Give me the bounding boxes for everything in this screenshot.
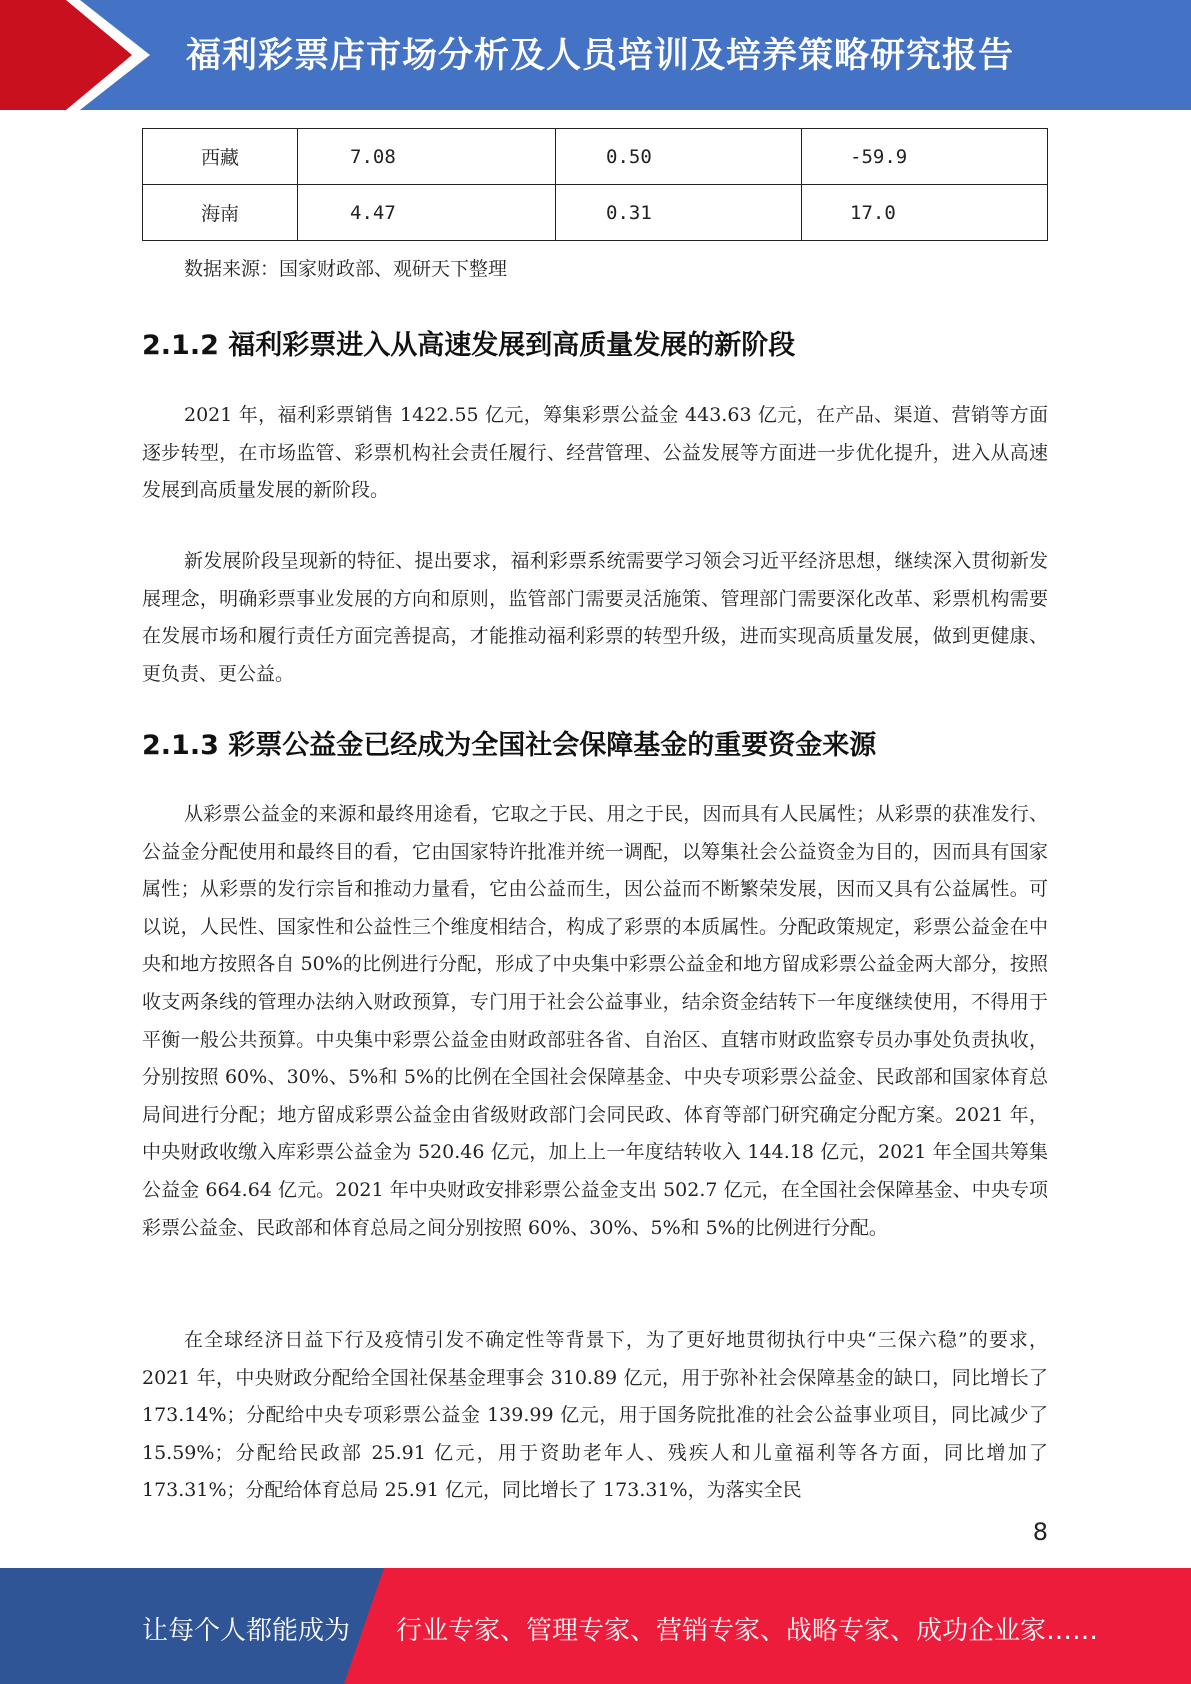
table-cell: 17.0 (802, 185, 1048, 241)
table-row (143, 129, 1048, 185)
paragraph: 2021 年，福利彩票销售 1422.55 亿元，筹集彩票公益金 443.63 亿元，在产品、渠道、营销等方面逐步转型，在市场监管、彩票机构社会责任履行、经营管理、公益发展等方面进一步优化提升，进入从高速发展到高质量发展的新阶段。 (142, 404, 1048, 502)
table-cell: 西藏 (143, 129, 298, 185)
data-source-note: 数据来源：国家财政部、观研天下整理 (184, 258, 508, 280)
page-number: 8 (1032, 1518, 1048, 1546)
paragraph: 新发展阶段呈现新的特征、提出要求，福利彩票系统需要学习领会习近平经济思想，继续深入贯彻新发展理念，明确彩票事业发展的方向和原则，监管部门需要灵活施策、管理部门需要深化改革、彩票机构需要在发展市场和履行责任方面完善提高，才能推动福利彩票的转型升级，进而实现高质量发展，做到更健康、更负责、更公益。 (142, 550, 1048, 685)
footer-slogan-right: 行业专家、管理专家、营销专家、战略专家、成功企业家…… (396, 1616, 1099, 1646)
header-arrow-logo (0, 0, 150, 110)
table-cell: -59.9 (802, 129, 1048, 185)
table-cell: 0.50 (556, 129, 802, 185)
paragraph: 从彩票公益金的来源和最终用途看，它取之于民、用之于民，因而具有人民属性；从彩票的获准发行、公益金分配使用和最终目的看，它由国家特许批准并统一调配，以筹集社会公益资金为目的，因而具有国家属性；从彩票的发行宗旨和推动力量看，它由公益而生，因公益而不断繁荣发展，因而又具有公益属性。可以说，人民性、国家性和公益性三个维度相结合，构成了彩票的本质属性。分配政策规定，彩票公益金在中央和地方按照各自 50%的比例进行分配，形成了中央集中彩票公益金和地方留成彩票公益金两大部分，按照收支两条线的管理办法纳入财政预算，专门用于社会公益事业，结余资金结转下一年度继续使用，不得用于平衡一般公共预算。中央集中彩票公益金由财政部驻各省、自治区、直辖市财政监察专员办事处负责执收，分别按照 60%、30%、5%和 5%的比例在全国社会保障基金、中央专项彩票公益金、民政部和国家体育总局间进行分配；地方留成彩票公益金由省级财政部门会同民政、体育等部门研究确定分配方案。2021 年，中央财政收缴入库彩票公益金为 520.46 亿元，加上上一年度结转收入 144.18 亿元，2021 年全国共筹集公益金 664.64 亿元。2021 年中央财政安排彩票公益金支出 502.7 亿元，在全国社会保障基金、中央专项彩票公益金、民政部和体育总局之间分别按照 60%、30%、5%和 5%的比例进行分配。 (142, 803, 1048, 1239)
footer-slogan-left: 让每个人都能成为 (142, 1616, 351, 1646)
table-cell: 7.08 (298, 129, 556, 185)
report-title: 福利彩票店市场分析及人员培训及培养策略研究报告 (186, 36, 1015, 76)
section-heading-2-1-3: 2.1.3 彩票公益金已经成为全国社会保障基金的重要资金来源 (142, 730, 877, 761)
table-cell: 海南 (143, 185, 298, 241)
data-table (142, 128, 1048, 241)
paragraph: 在全球经济日益下行及疫情引发不确定性等背景下，为了更好地贯彻执行中央“三保六稳”的要求，2021 年，中央财政分配给全国社保基金理事会 310.89 亿元，用于弥补社会保障基金的缺口，同比增长了 173.14%；分配给中央专项彩票公益金 139.99 亿元，用于国务院批准的社会公益事业项目，同比减少了 15.59%；分配给民政部 25.91 亿元，用于资助老年人、残疾人和儿童福利等各方面，同比增加了 173.31%；分配给体育总局 25.91 亿元，同比增长了 173.31%，为落实全民 (142, 1329, 1048, 1502)
table-cell: 4.47 (298, 185, 556, 241)
footer-banner (0, 1568, 1191, 1684)
section-heading-2-1-2: 2.1.2 福利彩票进入从高速发展到高质量发展的新阶段 (142, 330, 796, 361)
table-row (143, 185, 1048, 241)
table-cell: 0.31 (556, 185, 802, 241)
